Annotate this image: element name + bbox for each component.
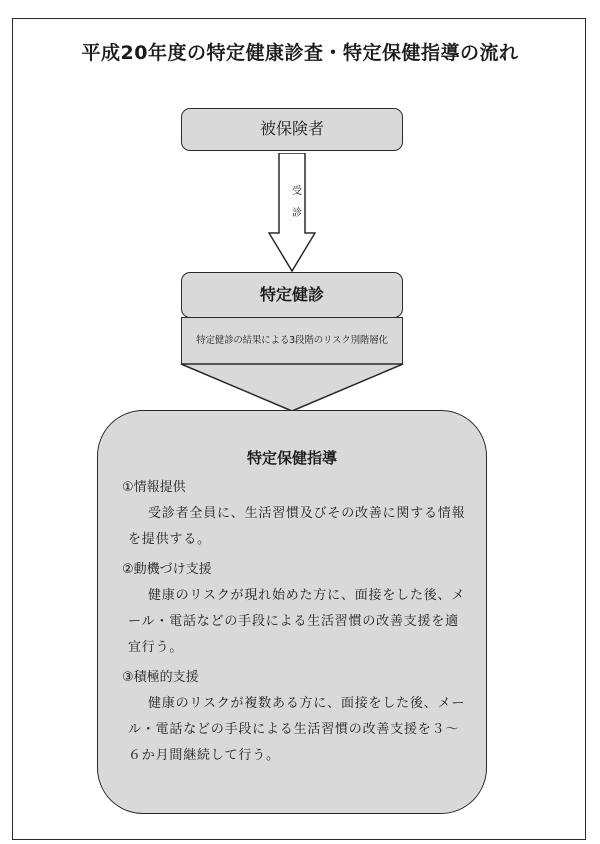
arrow-label-2: 診: [292, 208, 302, 219]
guidance-levels: [122, 471, 472, 769]
guidance-box: [97, 410, 487, 814]
level-1-heading: ①情報提供: [122, 480, 186, 495]
arrow-label-1: 受: [292, 186, 302, 197]
insured-box: 被保険者: [181, 108, 403, 151]
funnel-arrow: [179, 363, 405, 413]
level-1-text: 受診者全員に、生活習慣及びその改善に関する情報を提供する。: [128, 506, 466, 547]
guidance-title: 特定保健指導: [246, 449, 337, 467]
level-3-text: 健康のリスクが複数ある方に、面接をした後、メール・電話などの手段による生活習慣の改善支援を３～６か月間継続して行う。: [128, 696, 466, 763]
stratification-box: 特定健診の結果による3段階のリスク別階層化: [181, 317, 403, 365]
level-2-heading: ②動機づけ支援: [122, 562, 212, 577]
level-2-text: 健康のリスクが現れ始めた方に、面接をした後、メール・電話などの手段による生活習慣の改善支援を適宜行う。: [128, 588, 466, 655]
page-title: 平成20年度の特定健康診査・特定保健指導の流れ: [81, 42, 519, 64]
checkup-box: 特定健診: [181, 272, 403, 318]
level-3-heading: ③積極的支援: [122, 670, 199, 685]
